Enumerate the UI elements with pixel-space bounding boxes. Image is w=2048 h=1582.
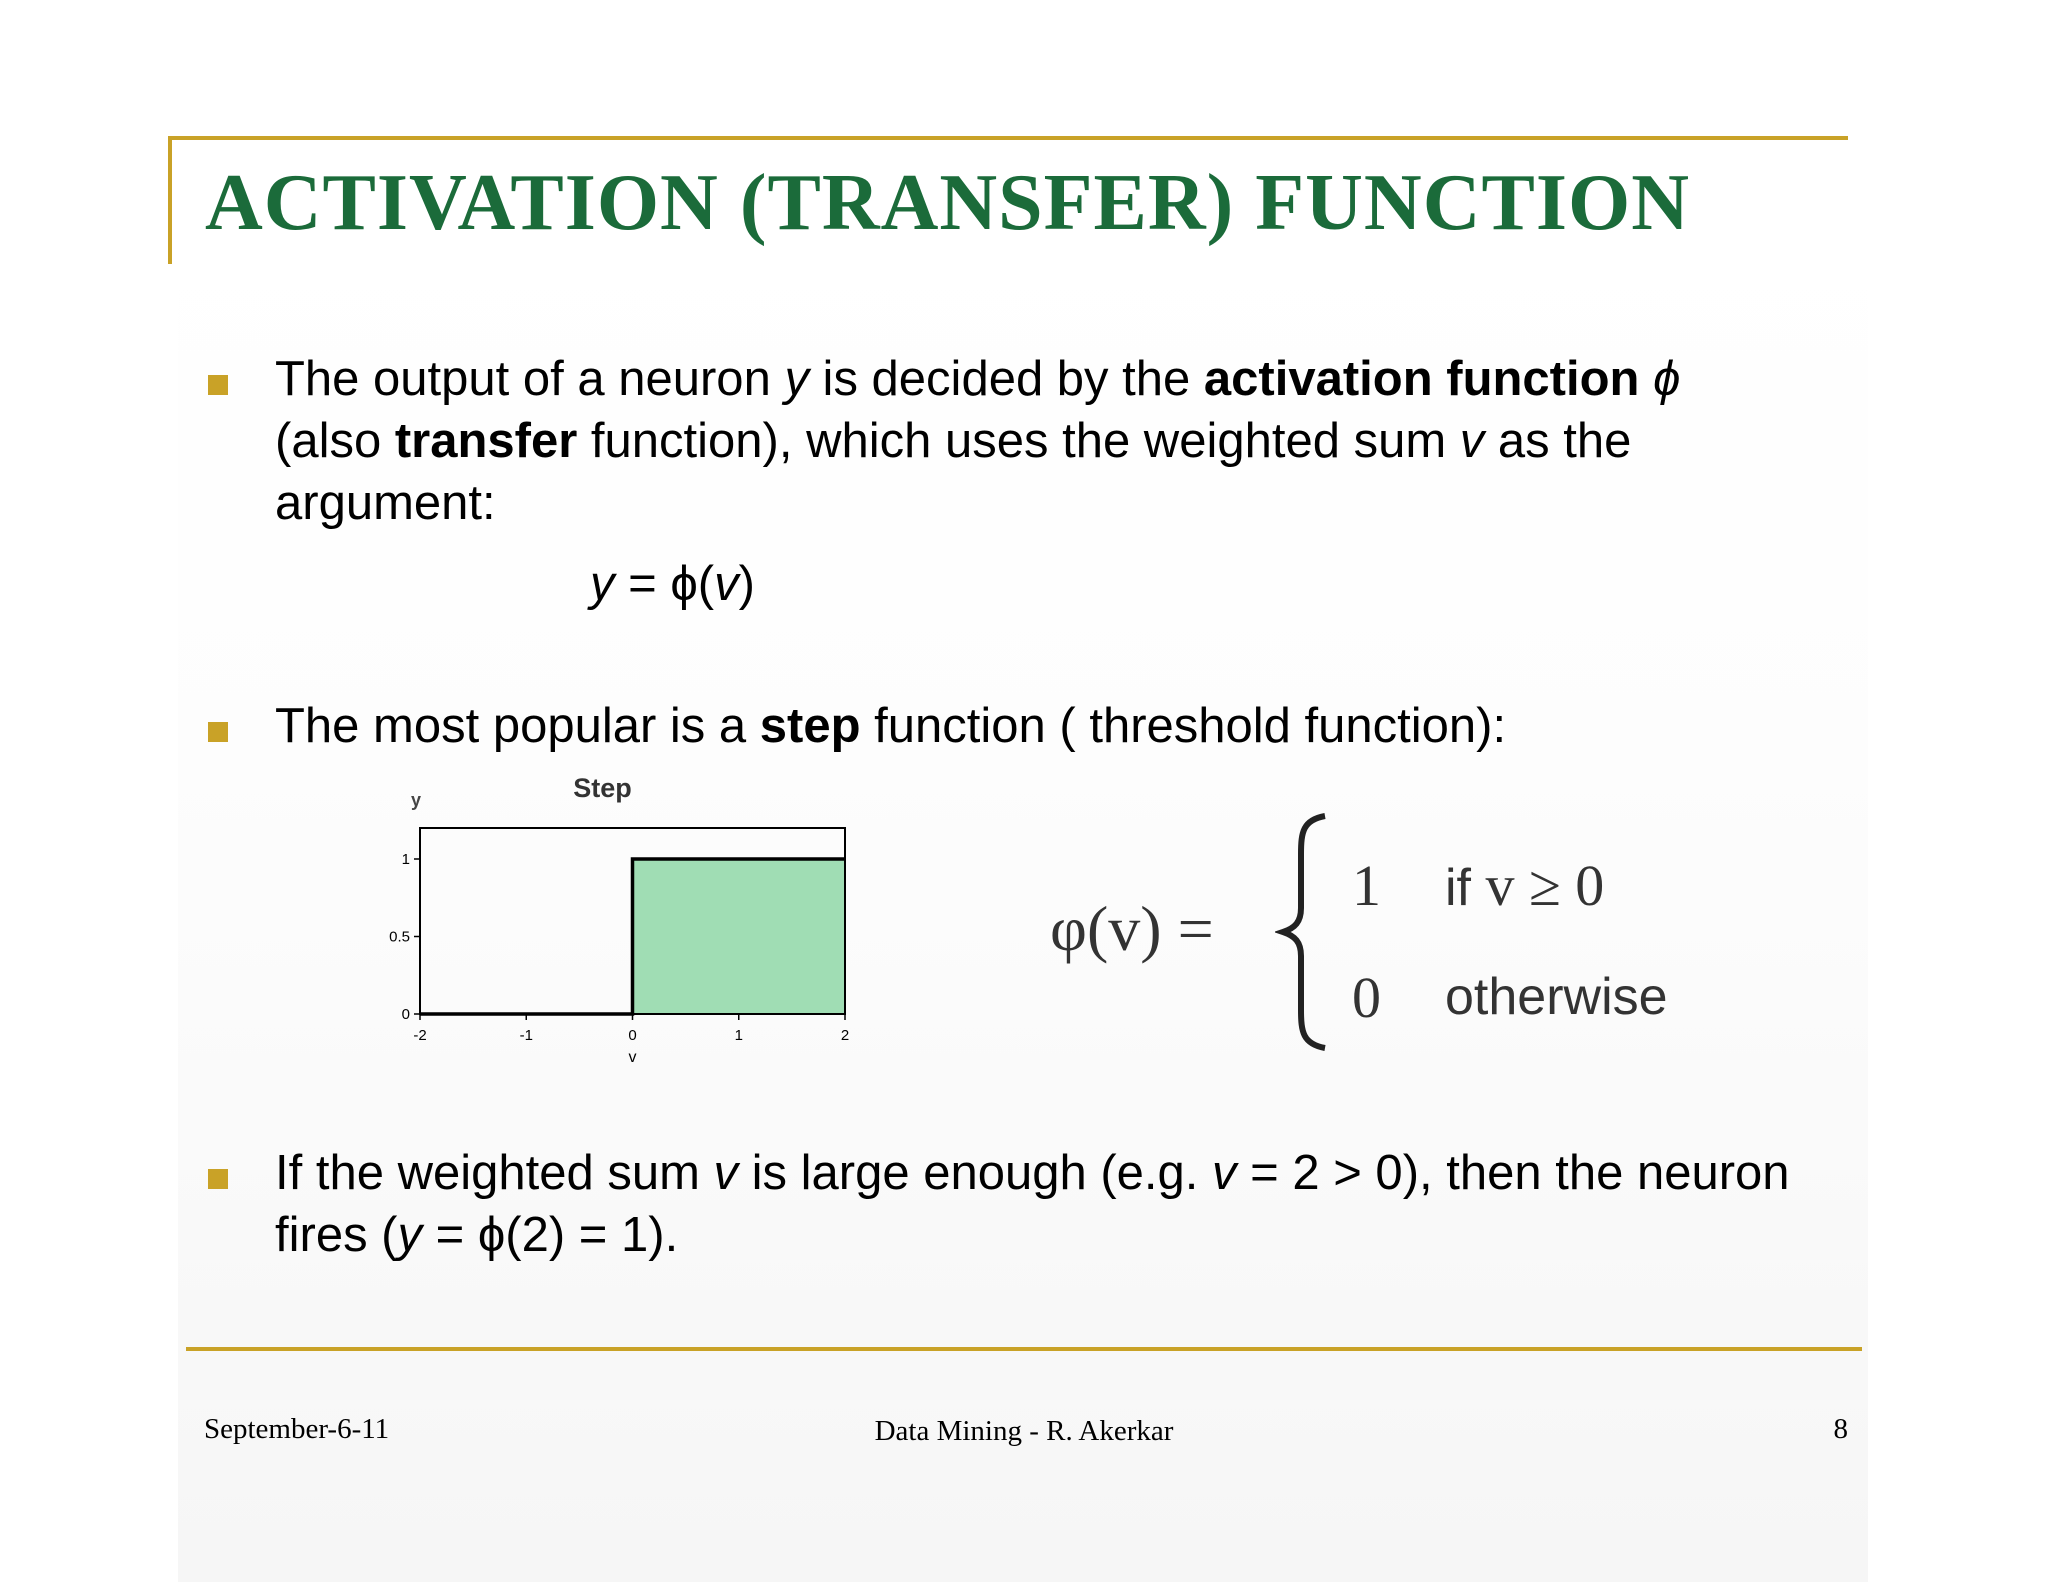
footer-divider (186, 1347, 1862, 1351)
x-tick-label: 2 (840, 1027, 850, 1044)
x-tick-label: 0 (628, 1027, 637, 1044)
x-tick-label: 1 (734, 1027, 743, 1044)
step-formula (1050, 812, 1700, 1072)
y-tick-label: 1 (401, 851, 410, 868)
chart-title: Step (573, 773, 632, 803)
footer-date: September-6-11 (204, 1413, 390, 1445)
bullet-text-2: The most popular is a step function ( threshold function): (275, 699, 1507, 753)
x-axis-label: v (628, 1049, 637, 1066)
y-axis-label: y (410, 790, 422, 810)
title-accent-bar (168, 136, 172, 264)
bullet-marker (208, 722, 228, 742)
formula-value-one: 1 (1352, 853, 1381, 918)
footer-page-number: 8 (1833, 1413, 1848, 1445)
bullet-text-3: If the weighted sum v is large enough (e.g. v = 2 > 0), then the neuron fires (y = ϕ(2) = 1). (275, 1146, 1790, 1262)
x-tick-label: -1 (519, 1027, 533, 1044)
formula-otherwise: otherwise (1445, 968, 1668, 1026)
slide-title: ACTIVATION (TRANSFER) FUNCTION (205, 159, 1690, 247)
bullet-marker (208, 375, 228, 395)
shaded-region (633, 859, 846, 1014)
x-tick-label: -2 (413, 1027, 427, 1044)
y-tick-label: 0.5 (389, 928, 410, 946)
y-tick-label: 0 (401, 1006, 410, 1023)
formula-condition: if v ≥ 0 (1445, 853, 1605, 918)
step-chart (360, 770, 880, 1080)
formula-value-zero: 0 (1352, 965, 1381, 1030)
bullet-marker (208, 1169, 228, 1189)
bullet-text-1: The output of a neuron y is decided by the activation function ϕ (also transfer function), which uses the weighted sum v as the argument: (275, 352, 1681, 530)
left-brace-icon (1275, 812, 1335, 1052)
formula-lhs: φ(v) = (1050, 893, 1214, 964)
footer-center-text: Data Mining - R. Akerkar (874, 1415, 1174, 1447)
equation-y-phi-v: y = ϕ(v) (590, 557, 755, 611)
title-accent-line (168, 136, 1848, 140)
